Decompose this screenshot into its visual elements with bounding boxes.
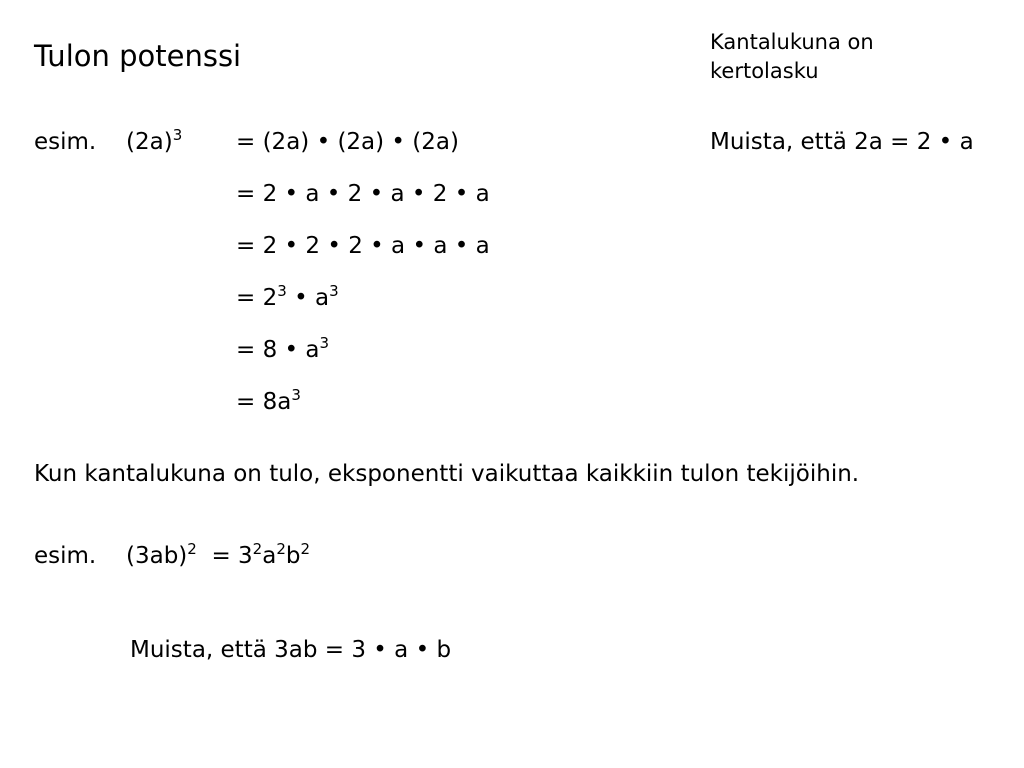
slide-title: Tulon potenssi <box>34 39 242 73</box>
example2-reminder: Muista, että 3ab = 3 • a • b <box>130 637 452 663</box>
example2-eq-exp-2: 2 <box>276 540 286 558</box>
example1-step-5-exp: 3 <box>319 334 330 352</box>
side-note-line1: Kantalukuna on <box>710 30 874 54</box>
example2-eq-exp-1: 2 <box>252 540 263 558</box>
example2-eq-exp-3: 2 <box>300 540 311 558</box>
example1-step-4-part-a: = 2 <box>236 285 278 311</box>
example1-step-6-part-a: = 8a <box>236 389 292 415</box>
side-note-line2: kertolasku <box>710 59 819 83</box>
example2-expression <box>126 540 310 574</box>
example1-prefix: esim. <box>34 129 97 155</box>
example1-exponent: 3 <box>172 126 183 144</box>
example2-eq-part-c: b <box>285 543 301 569</box>
example2-eq-part-a: = 3 <box>211 543 253 569</box>
example1-step-4-exp-2: 3 <box>329 282 339 300</box>
example1-step-4-part-b: • a <box>286 285 330 311</box>
example2-eq-part-b: a <box>262 543 277 569</box>
example1-step-3: = 2 • 2 • 2 • a • a • a <box>236 233 490 259</box>
example1-step-6-exp: 3 <box>291 386 301 404</box>
example1-base: (2a) <box>126 129 173 155</box>
example2-prefix: esim. <box>34 543 97 569</box>
example1-expression <box>126 126 182 160</box>
example2-base: (3ab) <box>126 543 188 569</box>
example1-step-6 <box>236 386 301 420</box>
example1-reminder: Muista, että 2a = 2 • a <box>710 129 974 155</box>
example2-exponent: 2 <box>187 540 197 558</box>
example1-step-5 <box>236 334 329 368</box>
example1-step-4 <box>236 282 339 316</box>
side-note <box>710 28 874 86</box>
example1-step-5-part-a: = 8 • a <box>236 337 320 363</box>
example1-step-2: = 2 • a • 2 • a • 2 • a <box>236 181 490 207</box>
example1-step-1: = (2a) • (2a) • (2a) <box>236 129 459 155</box>
rule-statement: Kun kantalukuna on tulo, eksponentti vaikuttaa kaikkiin tulon tekijöihin. <box>34 461 860 487</box>
example1-step-4-exp-1: 3 <box>277 282 287 300</box>
